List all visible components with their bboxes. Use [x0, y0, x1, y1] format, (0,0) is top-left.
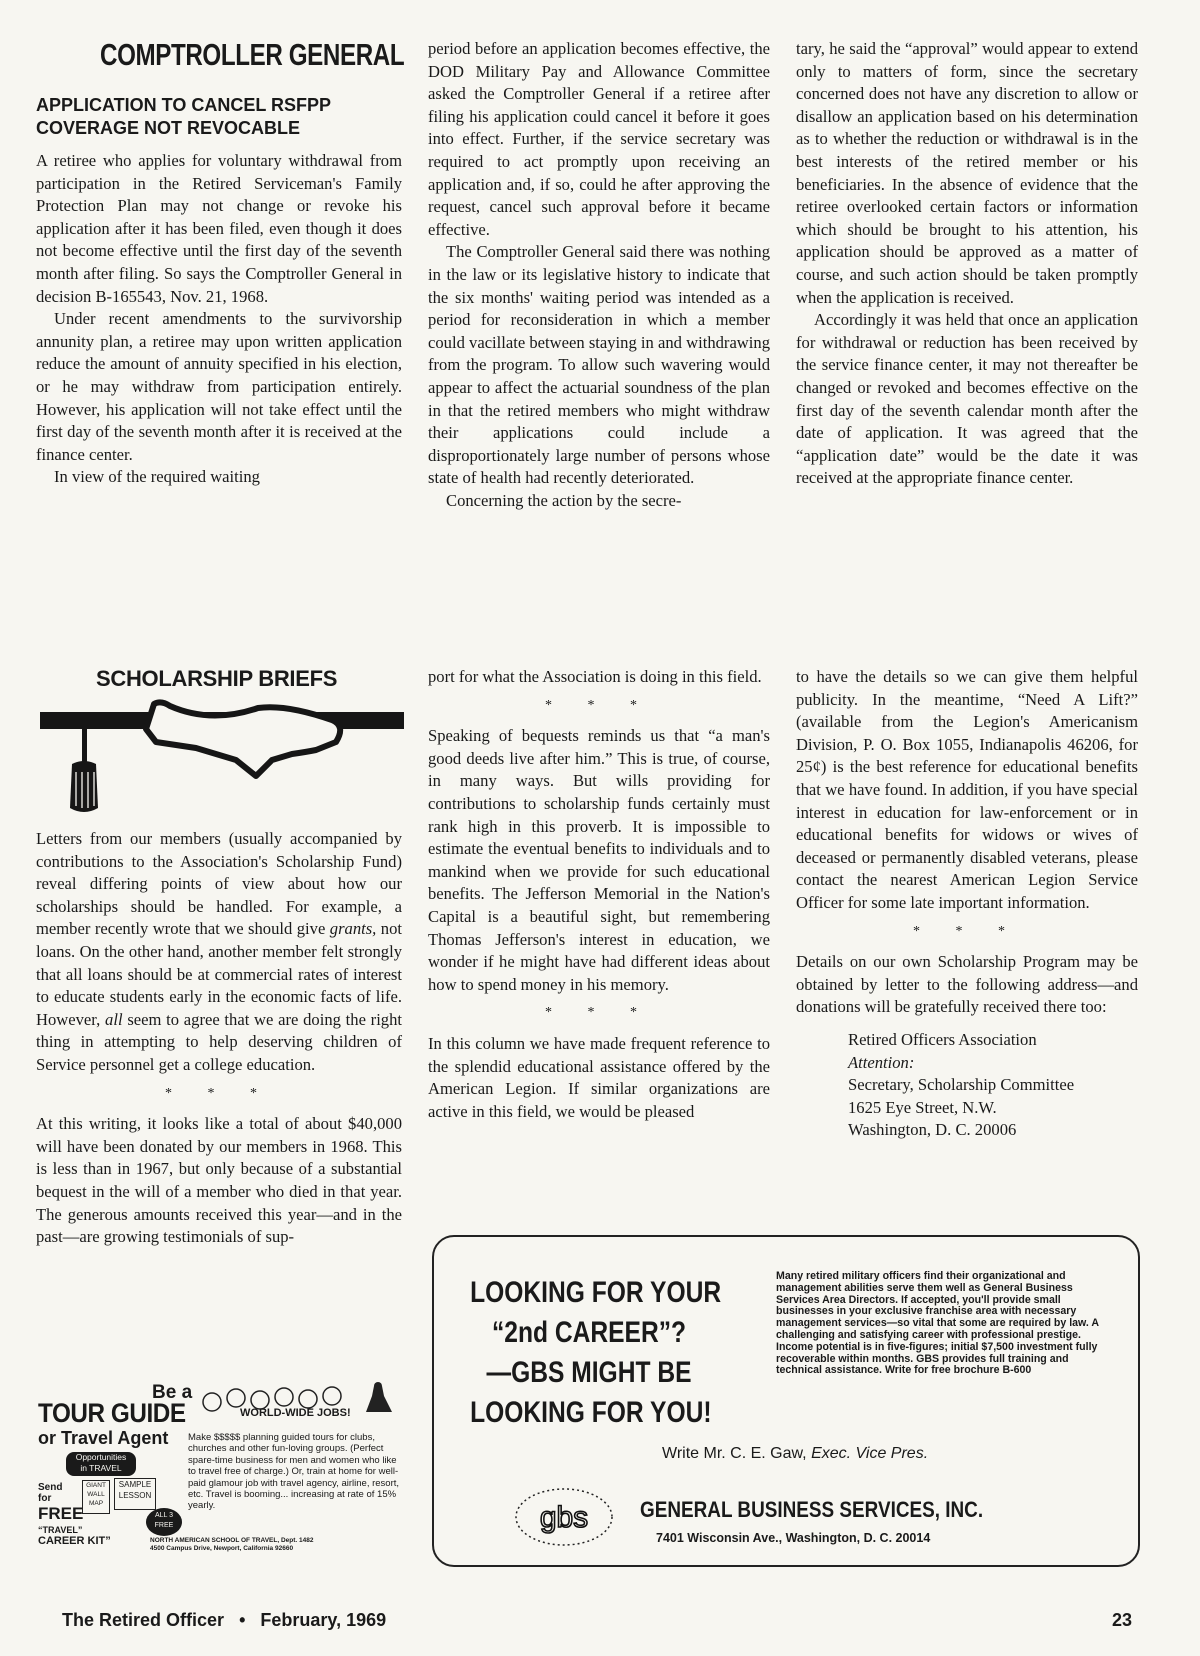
paragraph: In this column we have made frequent reference to the splendid educational assistance offered by the American Legion. If similar organizations are active in this field, we would be pleased	[428, 1033, 770, 1121]
school-name: NORTH AMERICAN SCHOOL OF TRAVEL, Dept. 1482 4500 Campus Drive, Newport, California 92660	[150, 1537, 314, 1552]
gbs-logo	[512, 1485, 616, 1549]
gbs-ad	[432, 1235, 1140, 1567]
opportunities-badge: Opportunities in TRAVEL	[66, 1452, 136, 1476]
paragraph: period before an application becomes effective, the DOD Military Pay and Allowance Committee asked the Comptroller General if a retiree after filing his application could cancel it before it goes into effect. Further, if the service secretary was required to act promptly upon receiving an application and, if so, could he after approving the request, cancel such approval before it became effective.	[428, 39, 770, 239]
gbs-logo-text: gbs	[539, 1501, 589, 1534]
scholarship-column-3	[796, 666, 1138, 1142]
wall-map-label: GIANT WALL MAP	[82, 1480, 110, 1514]
section-divider-stars: * * *	[165, 1085, 273, 1101]
paragraph: In view of the required waiting	[54, 467, 260, 487]
paragraph: Details on our own Scholarship Program may be obtained by letter to the following address—and donations will be gratefully received there too:	[796, 952, 1138, 1017]
ad-tour-guide: TOUR GUIDE	[38, 1398, 186, 1428]
paragraph: Under recent amendments to the survivorship annunity plan, a retiree may upon written application reduce the amount of annuity specified in his election, or he may withdraw from participation entirely. However, his application will not take effect until the first day of the seventh month after it is received at the finance center.	[36, 309, 402, 464]
paragraph: Speaking of bequests reminds us that “a man's good deeds live after him.” This is true, of course, in many ways. But wills providing for contributions to scholarship funds certainly must rank high in this proverb. It is impossible to estimate the eventual benefits to individuals and to mankind when we provide for such educational benefits. The Jefferson Memorial in the Nation's Capital is a beautiful sight, but remembering Thomas Jefferson's interest in education, we wonder if he might have had different ideas about how to spend money in his memory.	[428, 726, 770, 994]
paragraph: Concerning the action by the secre-	[446, 490, 682, 510]
paragraph: A retiree who applies for voluntary withdrawal from participation in the Retired Serviceman's Family Protection Plan may not change or revoke his application after it has been filed, even though it does not become effective until the first day of the seventh month after filing. So says the Comptroller General in decision B-165543, Nov. 21, 1968.	[36, 151, 402, 306]
send-for-free: Send for FREE	[38, 1482, 84, 1523]
issue-date: February, 1969	[260, 1610, 387, 1630]
article-subheading	[36, 94, 416, 140]
ad-be-a: Be a	[152, 1382, 193, 1403]
address-line: Retired Officers Association	[848, 1029, 1037, 1049]
paragraph: to have the details so we can give them helpful publicity. In the meantime, “Need A Lift?” (available from the Legion's Americanism Division, P. O. Box 1055, Indianapolis 46206, for 25¢) is the best reference for educational benefits that we have found. In addition, if you have special interest in education for law-enforcement or in educational benefits for widows or wives of deceased or permanently disabled veterans, please contact the nearest American Legion Service Officer for some late important information.	[796, 667, 1138, 912]
tour-guide-ad	[36, 1382, 408, 1554]
section-divider-stars: * * *	[545, 1005, 653, 1021]
headline-line: LOOKING FOR YOUR	[470, 1276, 722, 1309]
address-line: 1625 Eye Street, N.W.	[848, 1097, 997, 1117]
headline-line: LOOKING FOR YOU!	[470, 1396, 712, 1429]
publication-name: The Retired Officer	[62, 1610, 225, 1630]
paragraph: tary, he said the “approval” would appear to extend only to matters of form, since the secretary concerned does not have any discretion to allow or disallow an application based on his determination as to whether the reduction or withdrawal is in the best interests of the retired member or his beneficiaries. In the absence of evidence that the retiree overlooked certain factors or information which should be brought to his attention, his application should be approved as a matter of course, and such action should be taken promptly when the application is received.	[796, 39, 1138, 307]
address-line: Washington, D. C. 20006	[848, 1120, 1017, 1140]
comptroller-column-2	[428, 38, 770, 512]
section-divider-stars: * * *	[913, 923, 1021, 939]
gbs-write-line: Write Mr. C. E. Gaw, Exec. Vice Pres.	[662, 1445, 929, 1462]
page-number: 23	[1112, 1610, 1133, 1630]
paragraph: Accordingly it was held that once an application for withdrawal or reduction has been received by the service finance center, it may not thereafter be changed or revoked and becomes effective on the first day of the seventh calendar month after the date of application. It was agreed that the “application date” would be the date it was received at the appropriate finance center.	[796, 310, 1138, 488]
sample-lesson-label: SAMPLE LESSON	[114, 1478, 156, 1510]
subheading-line-1: APPLICATION TO CANCEL RSFPP	[36, 95, 332, 115]
paragraph: The Comptroller General said there was nothing in the law or its legislative history to indicate that the six months' waiting period was intended as a period for reconsideration in which a member could vacillate between staying in and withdrawing from the program. To allow such wavering would appear to affect the actuarial soundness of the plan in that the retired members who might withdraw their applications could include a disproportionately large number of persons whose state of health had recently deteriorated.	[428, 242, 770, 488]
mailing-address	[848, 1029, 1138, 1142]
paragraph: port for what the Association is doing in this field.	[428, 667, 762, 686]
comptroller-column-1	[36, 150, 402, 489]
scholarship-column-2	[428, 666, 770, 1123]
gbs-address: 7401 Wisconsin Ave., Washington, D. C. 20014	[656, 1531, 931, 1545]
address-line: Secretary, Scholarship Committee	[848, 1075, 1075, 1095]
scholarship-heading: SCHOLARSHIP BRIEFS	[96, 666, 338, 691]
subheading-line-2: COVERAGE NOT REVOCABLE	[36, 118, 301, 138]
section-divider-stars: * * *	[545, 697, 653, 713]
section-masthead: COMPTROLLER GENERAL	[100, 37, 405, 72]
comptroller-column-3	[796, 38, 1138, 490]
ad-world-wide-jobs: WORLD-WIDE JOBS!	[240, 1407, 351, 1419]
ad-body-text: Make $$$$$ planning guided tours for clubs, churches and other fun-loving groups. (Perfect spare-time business for men and women who like to travel free of charge.) Or, train at home for well-paid glamour job with travel agency, airline, resort, etc. Travel is booming... increasing at rate of 15% yearly.	[188, 1432, 400, 1512]
address-line: Attention:	[848, 1052, 915, 1072]
headline-line: “2nd CAREER”?	[491, 1316, 687, 1349]
ad-or-travel-agent: or Travel Agent	[38, 1428, 169, 1448]
scholarship-column-1	[36, 828, 402, 1249]
page-footer	[62, 1610, 386, 1631]
paragraph: Letters from our members (usually accompanied by contributions to the Association's Scholarship Fund) reveal differing points of view about how our scholarships should be handled. For example, a member recently wrote that we should give grants, not loans. On the other hand, another member felt strongly that all loans should be at commercial rates of interest to educate students early in the economic facts of life. However, all seem to agree that we are doing the right thing in attempting to help deserving children of Service personnel get a college education.	[36, 829, 403, 1074]
gbs-ad-body: Many retired military officers find their organizational and management abilities serve them well as General Business Services Area Directors. If accepted, you'll provide small businesses in your exclusive franchise area with necessary management services—so vital that some are required by law. A challenging and satisfying career with professional prestige. Income potential is in five-figures; initial $7,500 investment fully recoverable within months. GBS provides full training and technical assistance. Write for free brochure B-600	[776, 1270, 1099, 1377]
footer-bullet: •	[239, 1610, 246, 1630]
all-three-free-badge: ALL 3 FREE	[146, 1508, 182, 1536]
paragraph: At this writing, it looks like a total of about $40,000 will have been donated by our members in 1968. This is less than in 1967, but only because of a substantial bequest in the will of a member who died in that year. The generous amounts received this year—and in the past—are growing testimonials of sup-	[36, 1114, 402, 1247]
career-kit-label: “TRAVEL” CAREER KIT”	[38, 1525, 111, 1547]
mortarboard-illustration	[36, 698, 408, 818]
headline-line: —GBS MIGHT BE	[486, 1356, 692, 1389]
gbs-headline	[444, 1273, 734, 1433]
gbs-company-name: GENERAL BUSINESS SERVICES, INC.	[640, 1497, 984, 1522]
